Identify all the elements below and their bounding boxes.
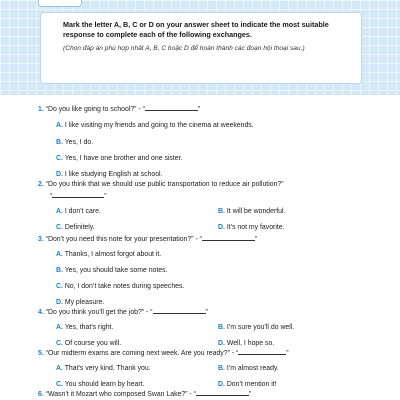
answer-blank <box>153 307 206 314</box>
option-5a[interactable]: A. That’s very kind. Thank you. <box>56 365 151 372</box>
option-3c[interactable]: C. No, I don’t take notes during speeches. <box>56 283 185 290</box>
option-1c[interactable]: C. Yes, I have one brother and one sister. <box>56 155 183 162</box>
option-4b[interactable]: B. I’m sure you’ll do well. <box>218 324 295 331</box>
option-1a[interactable]: A. I like visiting my friends and going to the cinema at weekends. <box>56 122 254 129</box>
question-6-prompt: 6. “Wasn’t it Mozart who composed Swan Lake?” - “ ” <box>38 391 252 398</box>
instruction-text-vi: (Chọn đáp án phù hợp nhất A, B, C hoặc D để hoàn thành các đoạn hội thoại sau.) <box>63 45 305 52</box>
question-4-prompt: 4. “Do you think you’ll get the job?” - “ ” <box>38 309 208 316</box>
question-2-prompt: 2. “Do you think that we should use public transportation to reduce air pollution?” <box>38 181 284 188</box>
option-3a[interactable]: A. Thanks, I almost forgot about it. <box>56 251 162 258</box>
question-number: 5. <box>38 350 44 357</box>
option-4d[interactable]: D. Well, I hope so. <box>218 340 275 347</box>
answer-blank <box>238 348 286 355</box>
option-4c[interactable]: C. Of course you will. <box>56 340 122 347</box>
question-2-blank-line: “ ” <box>50 193 107 200</box>
question-3-prompt: 3. “Don’t you need this note for your presentation?” - “ ” <box>38 236 258 243</box>
option-4a[interactable]: A. Yes, that’s right. <box>56 324 114 331</box>
option-3b[interactable]: B. Yes, you should take some notes. <box>56 267 168 274</box>
question-number: 1. <box>38 106 44 113</box>
option-1d[interactable]: D. I like studying English at school. <box>56 171 163 178</box>
option-1b[interactable]: B. Yes, I do. <box>56 139 94 146</box>
question-number: 3. <box>38 236 44 243</box>
option-2d[interactable]: D. It’s not my favorite. <box>218 224 285 231</box>
answer-blank <box>202 234 255 241</box>
option-2c[interactable]: C. Definitely. <box>56 224 95 231</box>
question-number: 6. <box>38 391 44 398</box>
answer-blank <box>145 104 198 111</box>
option-5c[interactable]: C. You should learn by heart. <box>56 381 145 388</box>
question-1-prompt: 1. “Do you like going to school?” - “ ” <box>38 106 201 113</box>
option-2b[interactable]: B. It will be wonderful. <box>218 208 286 215</box>
question-number: 2. <box>38 181 44 188</box>
answer-blank <box>52 191 104 198</box>
instruction-text: Mark the letter A, B, C or D on your answer sheet to indicate the most suitable response to complete each of the following exchanges. <box>63 20 329 39</box>
option-5b[interactable]: B. I’m almost ready. <box>218 365 279 372</box>
question-5-prompt: 5. “Our midterm exams are coming next week. Are you ready?” - “ ” <box>38 350 289 357</box>
question-number: 4. <box>38 309 44 316</box>
option-2a[interactable]: A. I don’t care. <box>56 208 101 215</box>
answer-blank <box>196 389 249 396</box>
option-5d[interactable]: D. Don’t mention it! <box>218 381 277 388</box>
option-3d[interactable]: D. My pleasure. <box>56 299 105 306</box>
